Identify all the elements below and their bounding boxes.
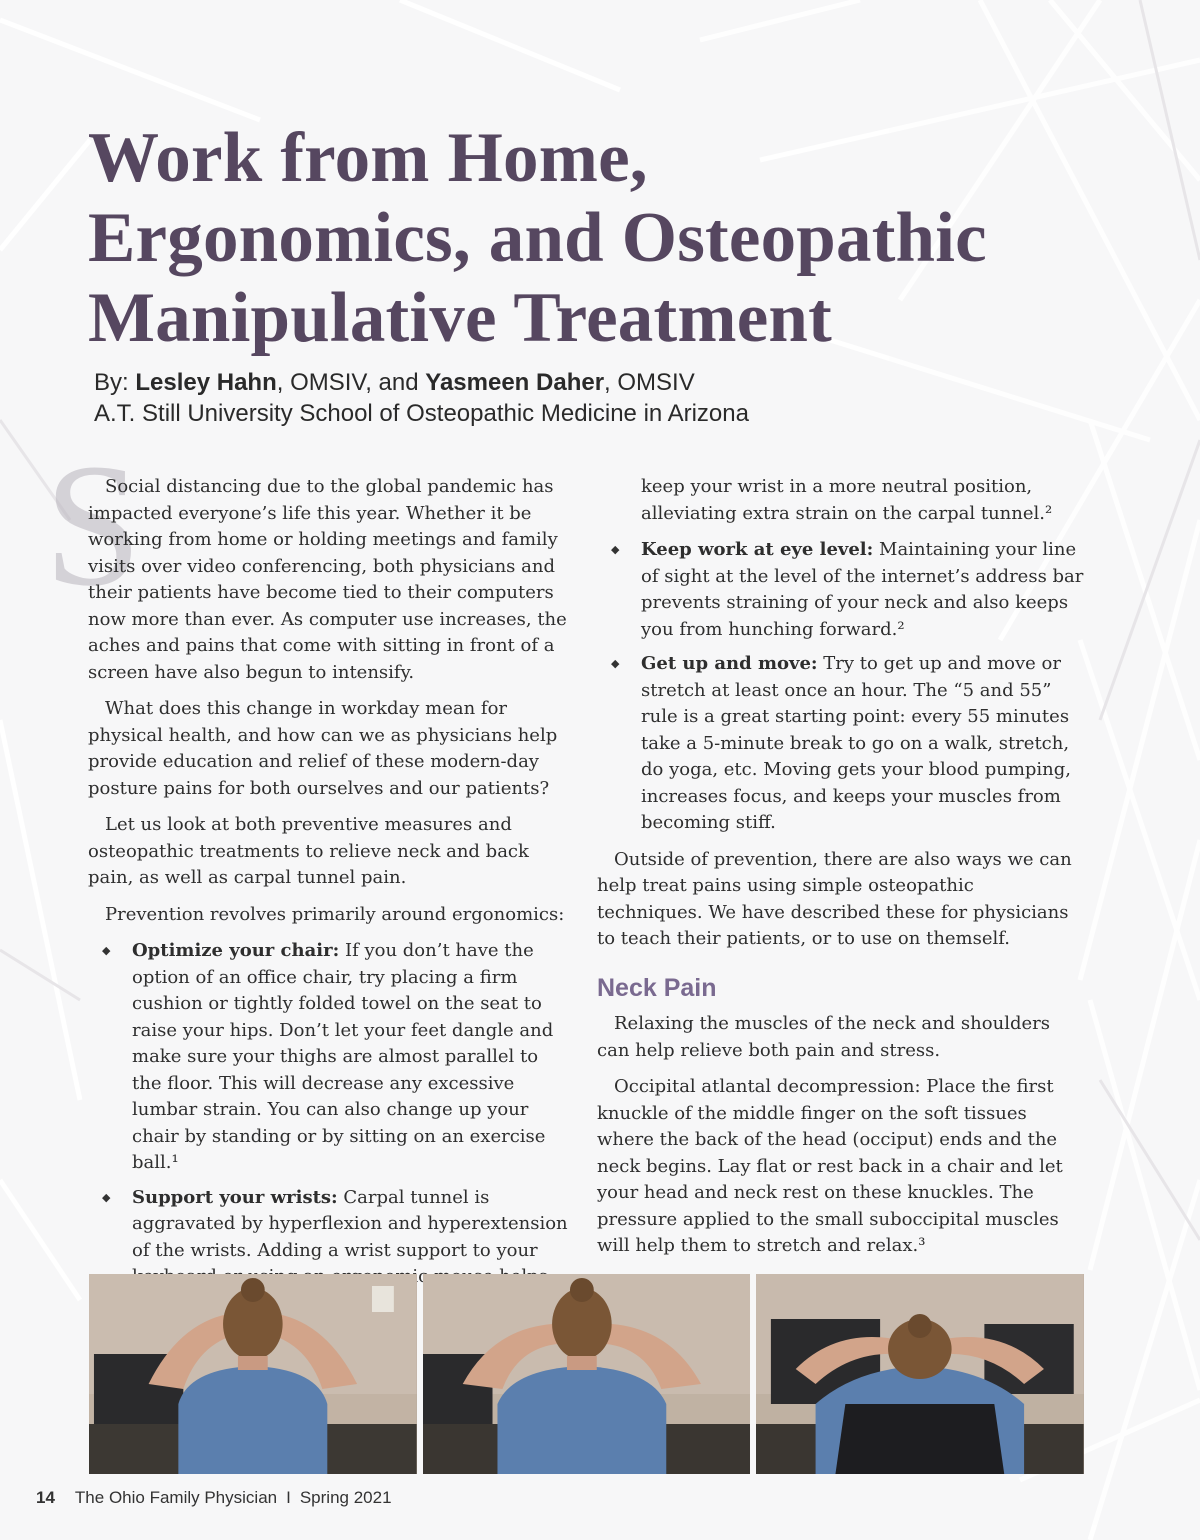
- by-prefix: By:: [94, 369, 136, 396]
- author-1: Lesley Hahn: [135, 369, 277, 396]
- section-heading-neck-pain: Neck Pain: [597, 973, 717, 1002]
- issue-date: Spring 2021: [299, 1488, 392, 1507]
- list-item-label: Keep work at eye level:: [641, 539, 874, 560]
- page-footer: [36, 1488, 392, 1508]
- list-item-text: Maintaining your line of sight at the level of the internet’s address bar prevents straining of your neck and also keeps you from hunching forward.²: [641, 539, 1084, 640]
- paragraph: Let us look at both preventive measures and osteopathic treatments to relieve neck and back pain, as well as carpal tunnel pain.: [88, 814, 529, 888]
- authors-line: [94, 367, 1134, 398]
- list-item-label: Get up and move:: [641, 653, 818, 674]
- author-2-suffix: , OMSIV: [604, 369, 695, 396]
- right-column: [597, 474, 1085, 1270]
- list-item: [597, 651, 1085, 837]
- paragraph: Outside of prevention, there are also ways we can help treat pains using simple osteopathic techniques. We have described these for physicians to teach their patients, or to use on themself.: [597, 848, 1072, 949]
- ergonomics-list: [88, 938, 570, 1291]
- author-2: Yasmeen Daher: [425, 369, 605, 396]
- paragraph: Relaxing the muscles of the neck and shoulders can help relieve both pain and stress.: [597, 1013, 1050, 1061]
- publication-name: The Ohio Family Physician: [74, 1488, 278, 1507]
- photo-neck-technique-1: [89, 1274, 417, 1474]
- paragraph: Prevention revolves primarily around ergonomics:: [105, 903, 565, 925]
- list-item-label: Optimize your chair:: [132, 940, 340, 961]
- list-continuation: keep your wrist in a more neutral position, alleviating extra strain on the carpal tunnel.²: [641, 476, 1053, 524]
- photo-strip: [89, 1274, 1084, 1474]
- photo-neck-technique-2: [423, 1274, 751, 1474]
- drop-cap: S: [44, 428, 142, 623]
- left-column: [88, 474, 570, 1301]
- page-number: 14: [36, 1488, 55, 1507]
- paragraph: Social distancing due to the global pandemic has impacted everyone’s life this year. Whether it be working from home or holding meetings and family visits over video conferencing, both physicians and their patients have become tied to their computers now more than ever. As computer use increases, the aches and pains that come with sitting in front of a screen have also begun to intensify.: [88, 476, 567, 683]
- paragraph: Occipital atlantal decompression: Place the first knuckle of the middle finger on the soft tissues where the back of the head (occiput) ends and the neck begins. Lay flat or rest back in a chair and let your head and neck rest on these knuckles. The pressure applied to the small suboccipital muscles will help them to stretch and relax.³: [597, 1076, 1063, 1256]
- list-item-text: Try to get up and move or stretch at least once an hour. The “5 and 55” rule is a great starting point: every 55 minutes take a 5-minute break to go on a walk, stretch, do yoga, etc. Moving gets your blood pumping, increases focus, and keeps your muscles from becoming stiff.: [641, 653, 1072, 833]
- list-item-text: If you don’t have the option of an office chair, try placing a firm cushion or tightly folded towel on the seat to raise your hips. Don’t let your feet dangle and make sure your thighs are almost parallel to the floor. This will decrease any excessive lumbar strain. You can also change up your chair by standing or by sitting on an exercise ball.¹: [132, 940, 554, 1173]
- ergonomics-list-continued: [597, 537, 1085, 837]
- author-1-suffix: , OMSIV, and: [276, 369, 426, 396]
- footer-separator: I: [286, 1488, 291, 1507]
- title-line-1: Work from Home,: [88, 119, 648, 197]
- byline: [94, 367, 1134, 429]
- list-item-text: Carpal tunnel is aggravated by hyperflexion and hyperextension of the wrists. Adding a wrist support to your: [132, 1186, 568, 1261]
- affiliation: A.T. Still University School of Osteopathic Medicine in Arizona: [94, 400, 749, 427]
- list-item: [597, 537, 1085, 643]
- article-title: [88, 118, 1148, 358]
- photo-neck-technique-3: [756, 1274, 1084, 1474]
- list-item: [88, 938, 570, 1177]
- title-line-2: Ergonomics, and Osteopathic: [88, 199, 987, 277]
- list-item-label: Support your wrists:: [132, 1186, 338, 1208]
- paragraph: What does this change in workday mean for physical health, and how can we as physicians help provide education and relief of these modern-day posture pains for both ourselves and our patients?: [88, 698, 558, 799]
- title-line-3: Manipulative Treatment: [88, 279, 832, 357]
